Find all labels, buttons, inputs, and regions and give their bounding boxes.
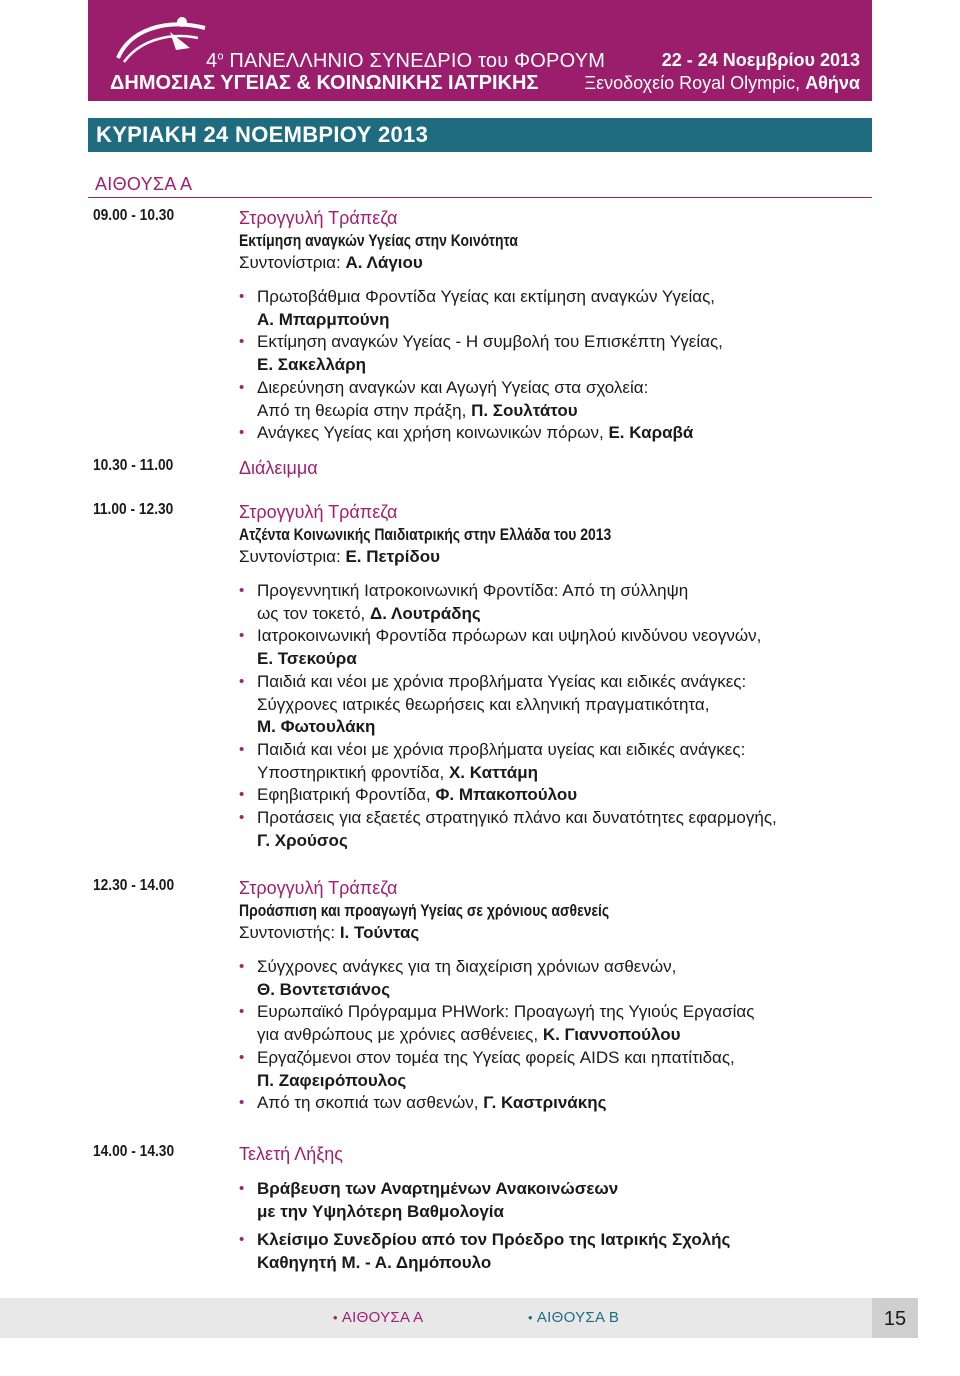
bullet-icon: • [239, 378, 245, 396]
bullet-icon: • [239, 333, 245, 351]
bullet-icon: • [239, 958, 245, 975]
talk-item: • Πρωτοβάθμια Φροντίδα Υγείας και εκτίμηση αναγκών Υγείας, Α. Μπαρμπούνη [239, 287, 715, 329]
conference-date: 22 - 24 Νοεμβρίου 2013 [661, 50, 860, 70]
session-title: Διάλειμμα [239, 458, 318, 478]
talk-item: • Διερεύνηση αναγκών και Αγωγή Υγείας στα σχολεία: Από τη θεωρία στην πράξη, Π. Σουλτάτου [239, 377, 649, 420]
session [93, 206, 863, 456]
talk-item: • Παιδιά και νέοι με χρόνια προβλήματα Υγείας και ειδικές ανάγκες: Σύγχρονες ιατρικές θεωρήσεις και ελληνική πραγματικότητα, Μ. Φωτουλάκη [239, 671, 747, 737]
talk-item: • Εργαζόμενοι στον τομέα της Υγείας φορείς AIDS και ηπατίτιδας, Π. Ζαφειρόπουλος [239, 1047, 735, 1090]
bullet-icon: • [239, 1003, 245, 1021]
talk-list [239, 956, 863, 1115]
session [93, 500, 863, 876]
talk-item: • Παιδιά και νέοι με χρόνια προβλήματα υγείας και ειδικές ανάγκες: Υποστηρικτική φροντίδα, Χ. Καττάμη [239, 739, 746, 782]
bullet-icon: • [239, 424, 245, 442]
talk-item: • Εκτίμηση αναγκών Υγείας - Η συμβολή του Επισκέπτη Υγείας, Ε. Σακελλάρη [239, 332, 723, 375]
session-title: Στρογγυλή Τράπεζα [239, 502, 398, 522]
session-coordinator: Συντονιστής: Ι. Τούντας [239, 923, 420, 942]
session-time: 09.00 - 10.30 [93, 207, 175, 224]
session-subtitle: Προάσπιση και προαγωγή Υγείας σε χρόνιους ασθενείς [239, 901, 610, 920]
session-title: Στρογγυλή Τράπεζα [239, 208, 398, 228]
closing-item: • Κλείσιμο Συνεδρίου από τον Πρόεδρο της Ιατρικής Σχολής Καθηγητή Μ. - Α. Δημόπουλο [239, 1230, 731, 1273]
conference-title-line1: $4^o$ ΠΑΝΕΛΛΗΝΙΟ ΣΥΝΕΔΡΙΟ του ΦΟΡΟΥΜ [206, 50, 606, 72]
day-heading: ΚΥΡΙΑΚΗ 24 ΝΟΕΜΒΡΙΟΥ 2013 [88, 118, 872, 152]
session-break [93, 456, 863, 500]
session-closing [93, 1142, 863, 1275]
closing-item: • Βράβευση των Αναρτημένων Ανακοινώσεων με την Υψηλότερη Βαθμολογία [239, 1179, 619, 1221]
talk-item: • Από τη σκοπιά των ασθενών, Γ. Καστρινάκης [239, 1092, 863, 1115]
talk-item: • Ανάγκες Υγείας και χρήση κοινωνικών πόρων, Ε. Καραβά [239, 422, 863, 445]
session-time: 10.30 - 11.00 [93, 457, 174, 474]
forum-logo-icon [110, 10, 220, 80]
talk-item: • Ευρωπαϊκό Πρόγραμμα PHWork: Προαγωγή της Υγιούς Εργασίας για ανθρώπους με χρόνιες ασθένειες, Κ. Γιαννοπούλου [239, 1002, 755, 1045]
session-coordinator: Συντονίστρια: Ε. Πετρίδου [239, 547, 440, 566]
header-banner [88, 0, 872, 101]
talk-item: • Σύγχρονες ανάγκες για τη διαχείριση χρόνιων ασθενών, Θ. Βοντετσιάνος [239, 957, 677, 999]
session-subtitle: Εκτίμηση αναγκών Υγείας στην Κοινότητα [239, 231, 518, 250]
session-time: 11.00 - 12.30 [93, 501, 174, 518]
session-time: 14.00 - 14.30 [93, 1143, 175, 1160]
bullet-icon: • [239, 582, 245, 599]
talk-list [239, 286, 863, 445]
bullet-icon: • [239, 627, 245, 645]
bullet-icon: • [239, 672, 245, 690]
page-number: 15 [872, 1298, 918, 1338]
talk-item: • Προτάσεις για εξαετές στρατηγικό πλάνο και δυνατότητες εφαρμογής, Γ. Χρούσος [239, 808, 777, 850]
footer-bar [0, 1298, 872, 1338]
talk-item: • Εφηβιατρική Φροντίδα, Φ. Μπακοπούλου [239, 784, 863, 807]
bullet-icon: • [239, 1094, 245, 1112]
conference-title-line2: ΔΗΜΟΣΙΑΣ ΥΓΕΙΑΣ & ΚΟΙΝΩΝΙΚΗΣ ΙΑΤΡΙΚΗΣ [110, 72, 539, 94]
bullet-icon: • [239, 740, 245, 758]
session-time: 12.30 - 14.00 [93, 877, 175, 894]
legend-hall-a: • ΑΙΘΟΥΣΑ Α [333, 1309, 424, 1326]
session [93, 876, 863, 1142]
bullet-icon: • [333, 1310, 338, 1325]
bullet-icon: • [239, 809, 245, 827]
bullet-icon: • [239, 1231, 245, 1249]
hall-heading: ΑΙΘΟΥΣΑ Α [95, 174, 193, 194]
closing-list [239, 1178, 863, 1275]
talk-item: • Προγεννητική Ιατροκοινωνική Φροντίδα: Από τη σύλληψη ως τον τοκετό, Δ. Λουτράδης [239, 581, 689, 623]
bullet-icon: • [239, 1180, 245, 1197]
session-coordinator: Συντονίστρια: Α. Λάγιου [239, 253, 423, 272]
hall-divider [88, 197, 872, 198]
program-schedule [93, 206, 863, 1281]
talk-item: • Ιατροκοινωνική Φροντίδα πρόωρων και υψηλού κινδύνου νεογνών, Ε. Τσεκούρα [239, 626, 762, 669]
conference-venue: Ξενοδοχείο Royal Olympic, Αθήνα [584, 73, 860, 93]
legend-hall-b: • ΑΙΘΟΥΣΑ Β [528, 1309, 620, 1326]
bullet-icon: • [239, 786, 245, 804]
session-title: Τελετή Λήξης [239, 1144, 343, 1164]
bullet-icon: • [239, 1048, 245, 1066]
talk-list [239, 580, 863, 852]
session-subtitle: Ατζέντα Κοινωνικής Παιδιατρικής στην Ελλάδα του 2013 [239, 525, 612, 544]
session-title: Στρογγυλή Τράπεζα [239, 878, 398, 898]
bullet-icon: • [528, 1310, 533, 1325]
bullet-icon: • [239, 288, 245, 305]
